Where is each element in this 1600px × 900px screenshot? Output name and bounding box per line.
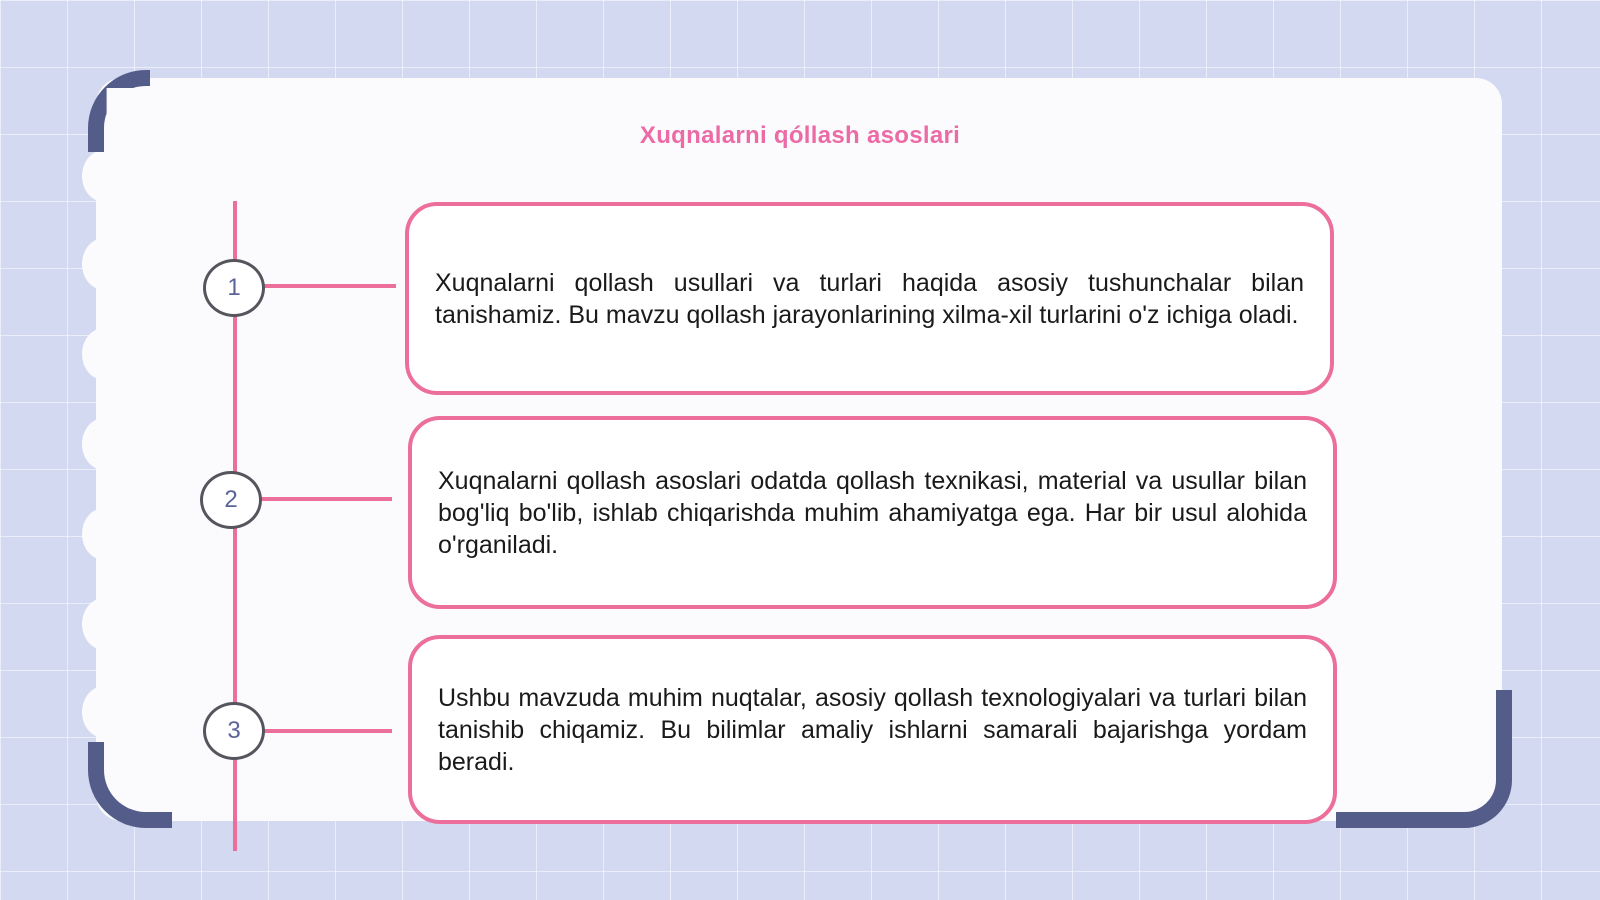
timeline-card-text: Xuqnalarni qollash asoslari odatda qollash texnikasi, material va usullar bilan bog'liq bo'lib, ishlab chiqarishda muhim ahamiyatga ega. Har bir usul alohida o'rganiladi. <box>438 466 1307 559</box>
timeline-card-3 <box>408 635 1337 824</box>
notebook-scallop <box>82 598 126 650</box>
timeline-connector <box>262 284 396 288</box>
notebook-scallop <box>82 418 126 470</box>
timeline-marker-number: 1 <box>227 274 241 301</box>
timeline-card-text: Ushbu mavzuda muhim nuqtalar, asosiy qollash texnologiyalari va turlari bilan tanishib chiqamiz. Bu bilimlar amaliy ishlarni samarali bajarishga yordam beradi. <box>438 683 1307 776</box>
timeline-card-1 <box>405 202 1334 395</box>
slide-title: Xuqnalarni qóllash asoslari <box>639 122 961 149</box>
timeline-connector <box>262 729 392 733</box>
frame-corner-bottom-left <box>88 742 172 828</box>
notebook-scallop <box>82 328 126 380</box>
frame-corner-bottom-right <box>1336 690 1512 828</box>
timeline-marker-number: 3 <box>227 717 241 744</box>
timeline-marker-3 <box>203 702 265 760</box>
timeline-marker-1 <box>203 259 265 317</box>
timeline-card-text: Xuqnalarni qollash usullari va turlari haqida asosiy tushunchalar bilan tanishamiz. Bu mavzu qollash jarayonlarining xilma-xil turlarini o'z ichiga oladi. <box>435 268 1304 329</box>
timeline-card-2 <box>408 416 1337 609</box>
timeline-marker-number: 2 <box>224 486 238 513</box>
notebook-scallop <box>82 508 126 560</box>
notebook-scallop <box>82 238 126 290</box>
timeline-marker-2 <box>200 471 262 529</box>
notebook-scallop <box>82 150 126 202</box>
timeline-connector <box>260 497 392 501</box>
notebook-scallop <box>82 686 126 738</box>
